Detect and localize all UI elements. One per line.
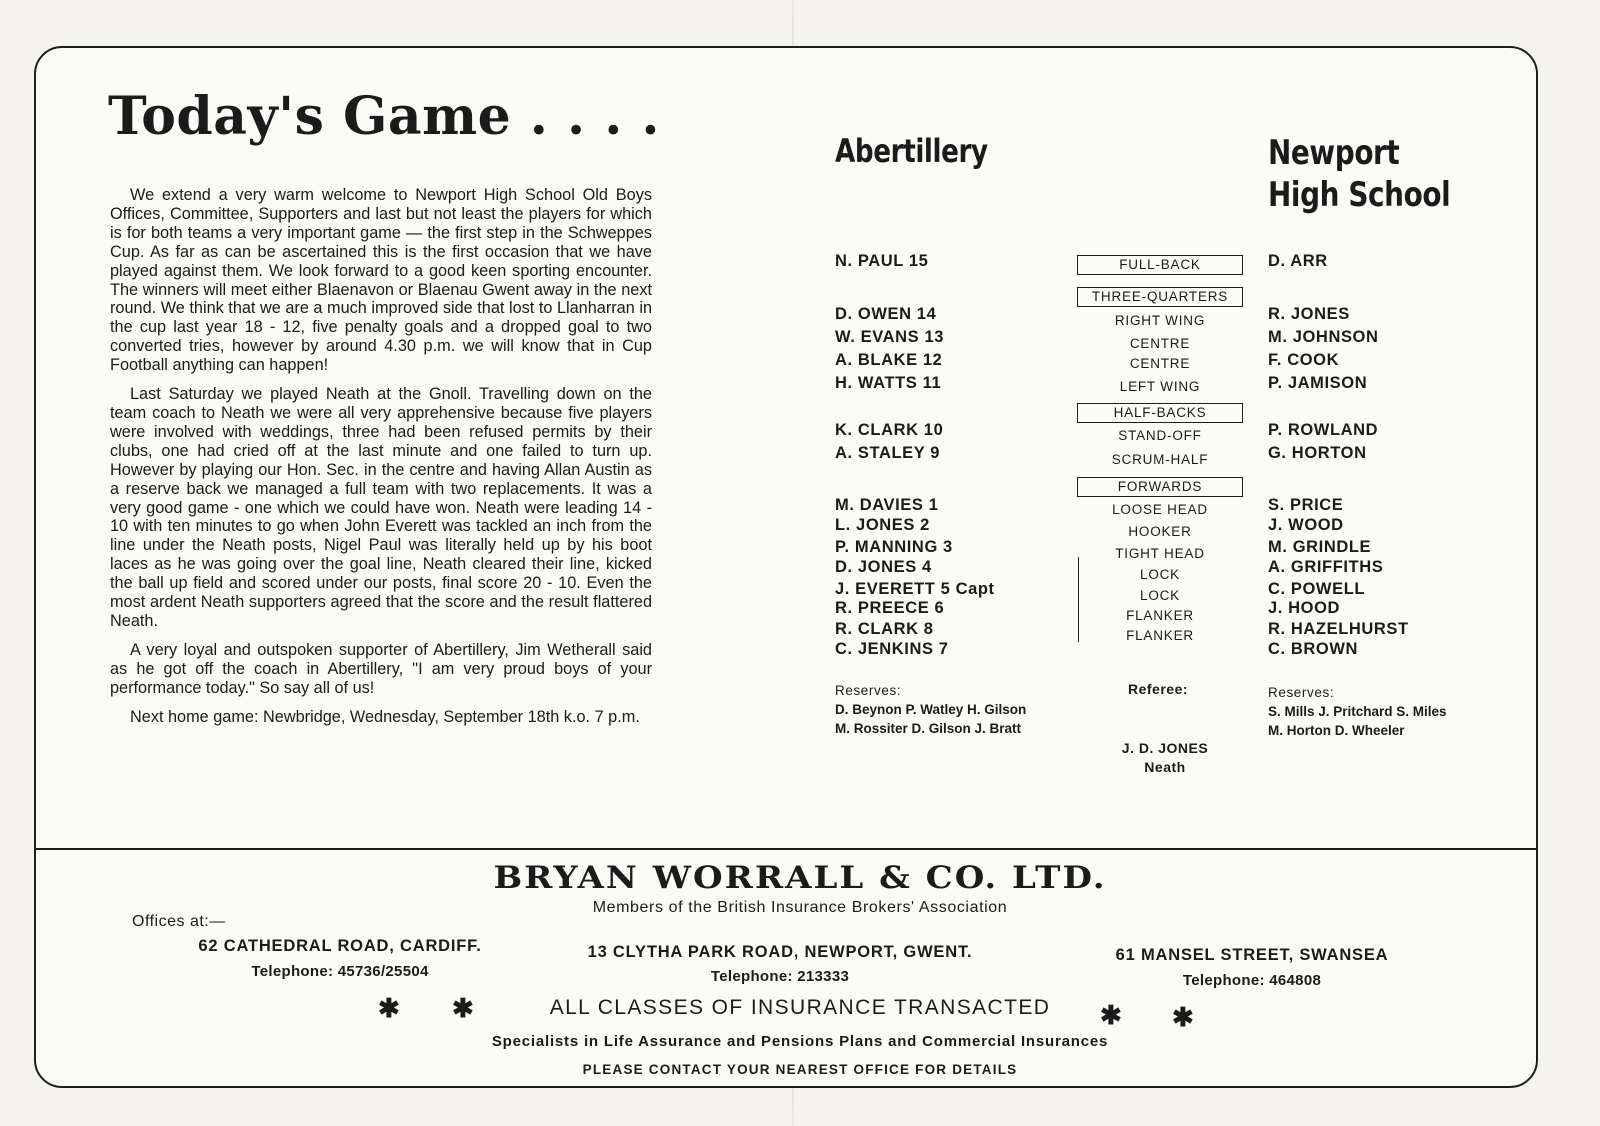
referee-label: Referee: xyxy=(1127,681,1189,697)
company-name: BRYAN WORRALL & CO. LTD. xyxy=(493,859,1107,897)
away-reserves-line: S. Mills J. Pritchard S. Miles xyxy=(1268,704,1447,719)
home-player: J. EVERETT 5 Capt xyxy=(835,580,995,598)
home-player: W. EVANS 13 xyxy=(835,328,944,346)
position-label: STAND-OFF xyxy=(1118,428,1202,443)
referee-name: J. D. JONES xyxy=(1121,740,1209,756)
home-player: A. BLAKE 12 xyxy=(835,351,943,369)
star-icon: ✱ xyxy=(378,993,400,1023)
away-player: M. JOHNSON xyxy=(1268,328,1379,346)
star-icon: ✱ xyxy=(452,993,474,1023)
home-player: P. MANNING 3 xyxy=(835,538,953,556)
home-player: C. JENKINS 7 xyxy=(835,640,949,658)
position-label: LOOSE HEAD xyxy=(1112,502,1208,517)
article-paragraph: We extend a very warm welcome to Newport High School Old Boys Offices, Committee, Supporters and last but not least the players for which is for both teams a very important game — the first step in the Schweppes Cup. As far as can be ascertained this is the first occasion that we have played against them. We look forward to a good keen sporting encounter. The winners will meet either Blaenavon or Blaenau Gwent away in the next round. We think that we are a much improved side that lost to Llanharran in the cup last year 18 - 12, five penalty goals and a dropped goal to two converted tries, however by around 4.30 p.m. we will know that in Cup Football anything can happen! xyxy=(110,186,652,375)
away-team-name-line2: High School xyxy=(1268,175,1451,215)
away-player: D. ARR xyxy=(1268,252,1328,270)
away-player: J. WOOD xyxy=(1268,516,1344,534)
association-line: Members of the British Insurance Brokers' Association xyxy=(592,899,1008,916)
away-player: G. HORTON xyxy=(1268,444,1367,462)
away-player: R. JONES xyxy=(1268,305,1350,323)
article-body xyxy=(110,186,652,736)
home-reserves-line: M. Rossiter D. Gilson J. Bratt xyxy=(835,721,1022,736)
away-player: M. GRINDLE xyxy=(1268,538,1372,556)
away-player: P. ROWLAND xyxy=(1268,421,1379,439)
office-telephone-cardiff: Telephone: 45736/25504 xyxy=(251,963,429,980)
office-address-swansea: 61 MANSEL STREET, SWANSEA xyxy=(1115,946,1389,964)
position-label: LOCK xyxy=(1140,588,1180,603)
office-telephone-swansea: Telephone: 464808 xyxy=(1182,972,1322,989)
home-player: M. DAVIES 1 xyxy=(835,496,939,514)
home-player: R. PREECE 6 xyxy=(835,599,945,617)
away-reserves-line: M. Horton D. Wheeler xyxy=(1268,723,1405,738)
away-player: A. GRIFFITHS xyxy=(1268,558,1384,576)
away-reserves-label: Reserves: xyxy=(1268,685,1335,700)
position-label: LOCK xyxy=(1140,567,1180,582)
offices-label: Offices at:— xyxy=(132,913,226,930)
away-team-name-line1: Newport xyxy=(1268,133,1400,173)
away-player: C. POWELL xyxy=(1268,580,1366,598)
office-telephone-newport: Telephone: 213333 xyxy=(710,968,850,985)
referee-club: Neath xyxy=(1144,759,1186,775)
article-title: Today's Game . . . . xyxy=(108,86,661,147)
position-label: FLANKER xyxy=(1126,608,1194,623)
section-half-backs: HALF-BACKS xyxy=(1077,403,1243,423)
position-label: HOOKER xyxy=(1128,524,1192,539)
office-address-newport: 13 CLYTHA PARK ROAD, NEWPORT, GWENT. xyxy=(587,943,973,961)
away-player: S. PRICE xyxy=(1268,496,1344,514)
home-player: R. CLARK 8 xyxy=(835,620,934,638)
home-player: D. OWEN 14 xyxy=(835,305,937,323)
position-label: RIGHT WING xyxy=(1114,313,1206,328)
home-player: L. JONES 2 xyxy=(835,516,930,534)
next-home-game: Next home game: Newbridge, Wednesday, September 18th k.o. 7 p.m. xyxy=(130,707,640,726)
position-label: CENTRE xyxy=(1129,336,1191,351)
home-reserves-label: Reserves: xyxy=(835,683,902,698)
star-icon: ✱ xyxy=(1100,1000,1122,1030)
position-label: LEFT WING xyxy=(1119,379,1201,394)
article-paragraph: Last Saturday we played Neath at the Gnoll. Travelling down on the team coach to Neath we were all very apprehensive because five players were involved with weddings, three had been refused permits by their clubs, one had cried off at the last minute and one failed to turn up. However by playing our Hon. Sec. in the centre and having Allan Austin as a reserve back we managed a full team with two replacements. It was a very good game - one which we could have won. Neath were leading 14 - 10 with ten minutes to go when John Everett was tackled an inch from the line under the Neath posts, Nigel Paul was literally held up by his boot laces as he was going over the goal line, Neath cleared their line, kicked the ball up field and scored under our posts, final score 20 - 10. Even the most ardent Neath supporters agreed that the score and the result flattered Neath. xyxy=(110,385,652,630)
section-three-quarters: THREE-QUARTERS xyxy=(1077,287,1243,307)
position-label: TIGHT HEAD xyxy=(1115,546,1205,561)
home-player: K. CLARK 10 xyxy=(835,421,944,439)
section-forwards: FORWARDS xyxy=(1077,477,1243,497)
advert-divider xyxy=(34,848,1538,850)
away-player: P. JAMISON xyxy=(1268,374,1368,392)
home-player: D. JONES 4 xyxy=(835,558,932,576)
home-player: A. STALEY 9 xyxy=(835,444,941,462)
office-address-cardiff: 62 CATHEDRAL ROAD, CARDIFF. xyxy=(198,937,482,955)
home-player: H. WATTS 11 xyxy=(835,374,942,392)
away-team-name xyxy=(1268,132,1450,216)
star-icon: ✱ xyxy=(1172,1002,1194,1032)
away-player: R. HAZELHURST xyxy=(1268,620,1409,638)
away-player: F. COOK xyxy=(1268,351,1340,369)
specialists-line: Specialists in Life Assurance and Pensions Plans and Commercial Insurances xyxy=(491,1033,1109,1050)
away-player: J. HOOD xyxy=(1268,599,1341,617)
home-team-name: Abertillery xyxy=(835,132,988,170)
insurance-classes: ALL CLASSES OF INSURANCE TRANSACTED xyxy=(549,996,1051,1019)
home-player: N. PAUL 15 xyxy=(835,252,929,270)
contact-line: PLEASE CONTACT YOUR NEAREST OFFICE FOR DETAILS xyxy=(582,1062,1018,1077)
position-label: CENTRE xyxy=(1129,356,1191,371)
article-paragraph: A very loyal and outspoken supporter of Abertillery, Jim Wetherall said as he got off the coach in Abertillery, "I am very proud boys of your performance today." So say all of us! xyxy=(110,640,652,697)
position-label: FLANKER xyxy=(1126,628,1194,643)
home-reserves-line: D. Beynon P. Watley H. Gilson xyxy=(835,702,1027,717)
section-full-back: FULL-BACK xyxy=(1077,255,1243,275)
position-label: SCRUM-HALF xyxy=(1111,452,1209,467)
away-player: C. BROWN xyxy=(1268,640,1359,658)
